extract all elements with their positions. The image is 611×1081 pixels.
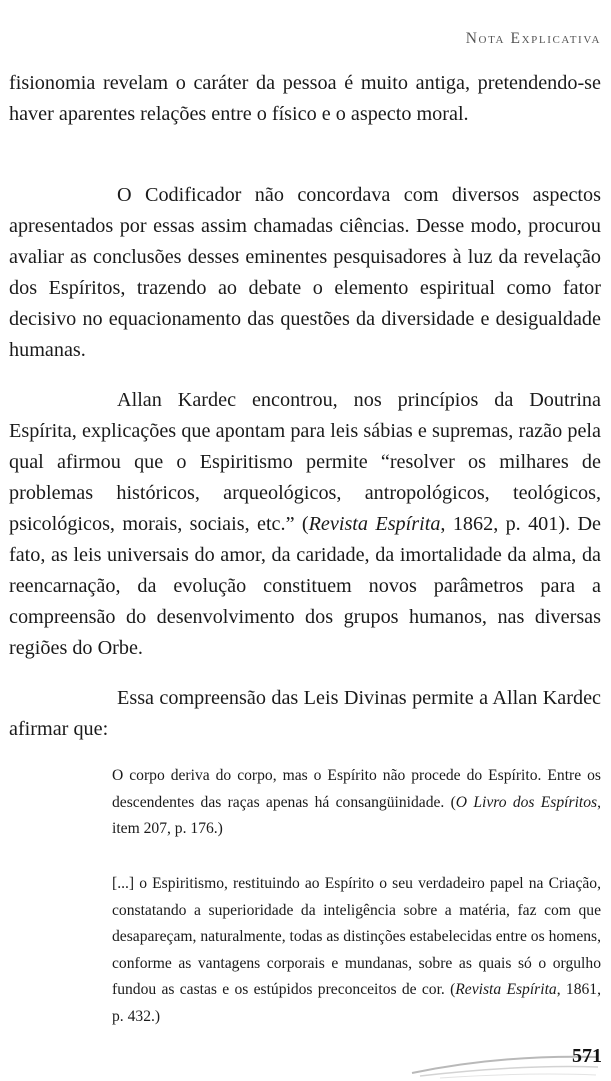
page-number: 571 [572,1045,602,1067]
paragraph-3 [9,385,601,664]
paragraph-1-text: fisionomia revelam o caráter da pessoa é muito antiga, pretendendo-se haver aparentes relações entre o físico e o aspecto moral. [9,72,601,125]
quote-1-source-ref: , item 207, p. 176.) [112,793,602,837]
paragraph-4-text: Essa compreensão das Leis Divinas permite a Allan Kardec afirmar que: [9,687,601,740]
paragraph-4 [9,683,601,745]
paragraph-1 [9,68,601,130]
citation-title: Revista Espírita [308,513,441,535]
running-header: Nota Explicativa [465,30,601,47]
quote-2-source-ref: , 1861, p. 432.) [112,981,601,1025]
quote-1-source-title: O Livro dos Espíritos [455,793,598,811]
block-quote-1 [112,763,601,843]
quote-1-text: O corpo deriva do corpo, mas o Espírito não procede do Espírito. Entre os descendentes das raças apenas há consangüinidade. ( [112,767,601,811]
block-quote-2 [112,871,601,1030]
paragraph-3-text-end: , 1862, p. 401). De fato, as leis universais do amor, da caridade, da imortalidade da alma, da reencarnação, da evolução constituem novos parâmetros para a compreensão do desenvolvimento dos grupos humanos, nas diversas regiões do Orbe. [9,513,601,659]
quote-2-text: [...] o Espiritismo, restituindo ao Espírito o seu verdadeiro papel na Criação, constatando a superioridade da inteligência sobre a matéria, faz com que desapareçam, naturalmente, todas as distinções estabelecidas entre os homens, conforme as vantagens corporais e mundanas, sobre as quais só o orgulho fundou as castas e os estúpidos preconceitos de cor. ( [112,875,601,998]
paragraph-3-text-start: Allan Kardec encontrou, nos princípios da Doutrina Espírita, explicações que apontam para leis sábias e supremas, razão pela qual afirmou que o Espiritismo permite “resolver os milhares de problemas históricos, arqueológicos, antropológicos, teológicos, psicológicos, morais, sociais, etc.” ( [9,389,601,535]
paragraph-2 [9,180,601,366]
quote-2-source-title: Revista Espírita [455,981,557,998]
paragraph-2-text: O Codificador não concordava com diversos aspectos apresentados por essas assim chamadas ciências. Desse modo, procurou avaliar as conclusões desses eminentes pesquisadores à luz da revelação dos Espíritos, trazendo ao debate o elemento espiritual como fator decisivo no equacionamento das questões da diversidade e desigualdade humanas. [9,184,601,361]
